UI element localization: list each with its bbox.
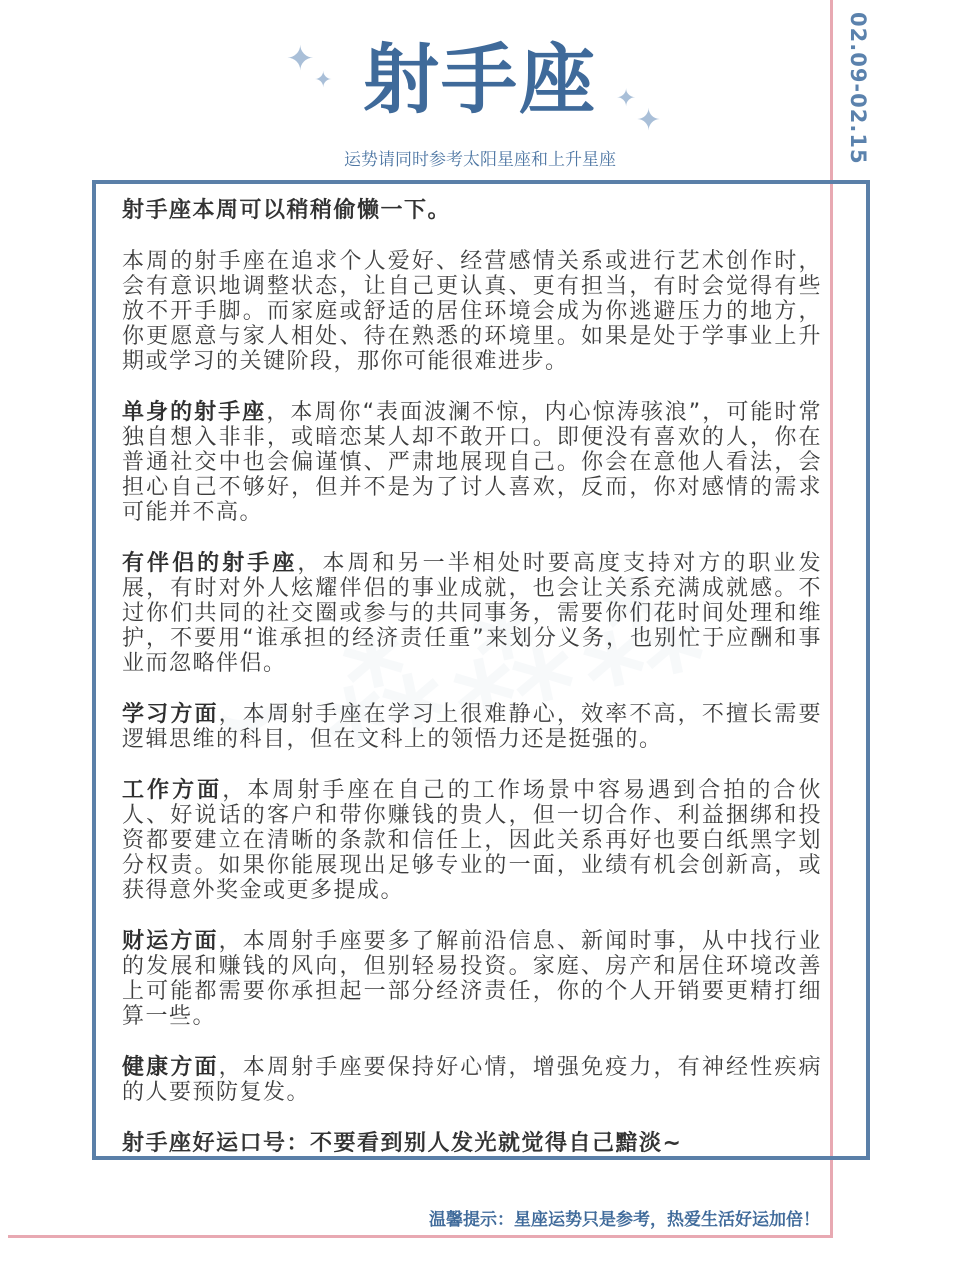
date-range: 02.09-02.15 <box>846 12 870 165</box>
health-heading: 健康方面 <box>122 1055 219 1080</box>
work-text: ，本周射手座在自己的工作场景中容易遇到合拍的合伙人、好说话的客户和带你赚钱的贵人，但一切合作、利益捆绑和投资都要建立在清晰的条款和信任上，因此关系再好也要白纸黑字划分权责。如果你能展现出足够专业的一面，业绩有机会创新高，或获得意外奖金或更多提成。 <box>122 778 822 903</box>
sparkle-icon: ✦ <box>636 103 662 138</box>
pink-horizontal-line <box>8 1235 833 1238</box>
page-title: 射手座 <box>363 35 597 124</box>
sparkle-icon: ✦ <box>616 84 637 112</box>
work-heading: 工作方面 <box>122 778 223 803</box>
partnered-heading: 有伴侣的射手座 <box>122 551 298 576</box>
wealth-heading: 财运方面 <box>122 929 219 954</box>
health-text: ，本周射手座要保持好心情，增强免疫力，有神经性疾病的人要预防复发。 <box>122 1055 822 1105</box>
footer-tip: 温馨提示：星座运势只是参考，热爱生活好运加倍！ <box>429 1210 820 1230</box>
article-body <box>122 198 822 1160</box>
wealth-text: ，本周射手座要多了解前沿信息、新闻时事，从中找行业的发展和赚钱的风向，但别轻易投资。家庭、房产和居住环境改善上可能都需要你承担起一部分经济责任，你的个人开销要更精打细算一些。 <box>122 929 822 1029</box>
study-text: ，本周射手座在学习上很难静心，效率不高，不擅长需要逻辑思维的科目，但在文科上的领悟力还是挺强的。 <box>122 702 822 752</box>
overview-paragraph: 本周的射手座在追求个人爱好、经营感情关系或进行艺术创作时，会有意识地调整状态，让自己更认真、更有担当，有时会觉得有些放不开手脚。而家庭或舒适的居住环境会成为你逃避压力的地方，你更愿意与家人相处、待在熟悉的环境里。如果是处于学事业上升期或学习的关键阶段，那你可能很难进步。 <box>122 249 822 374</box>
sparkle-icon: ✦ <box>314 68 333 93</box>
page-subtitle: 运势请同时参考太阳星座和上升星座 <box>344 150 616 170</box>
sparkle-icon: ✦ <box>286 39 315 79</box>
single-text: ，本周你“表面波澜不惊，内心惊涛骇浪”，可能时常独自想入非非，或暗恋某人却不敢开口。即便没有喜欢的人，你在普通社交中也会偏谨慎、严肃地展现自己。你会在意他人看法，会担心自己不够好，但并不是为了讨人喜欢，反而，你对感情的需求可能并不高。 <box>122 400 822 525</box>
intro-paragraph: 射手座本周可以稍稍偷懒一下。 <box>122 198 452 223</box>
slogan-paragraph: 射手座好运口号：不要看到别人发光就觉得自己黯淡~ <box>122 1131 683 1156</box>
health-paragraph <box>122 1055 822 1105</box>
wealth-paragraph <box>122 929 822 1029</box>
single-paragraph <box>122 400 822 525</box>
study-paragraph <box>122 702 822 752</box>
study-heading: 学习方面 <box>122 702 219 727</box>
work-paragraph <box>122 778 822 903</box>
single-heading: 单身的射手座 <box>122 400 267 425</box>
partnered-text: ，本周和另一半相处时要高度支持对方的职业发展，有时对外人炫耀伴侣的事业成就，也会让关系充满成就感。不过你们共同的社交圈或参与的共同事务，需要你们花时间处理和维护，不要用“谁承担的经济责任重”来划分义务，也别忙于应酬和事业而忽略伴侣。 <box>122 551 822 676</box>
partnered-paragraph <box>122 551 822 676</box>
content-box <box>92 180 870 1160</box>
